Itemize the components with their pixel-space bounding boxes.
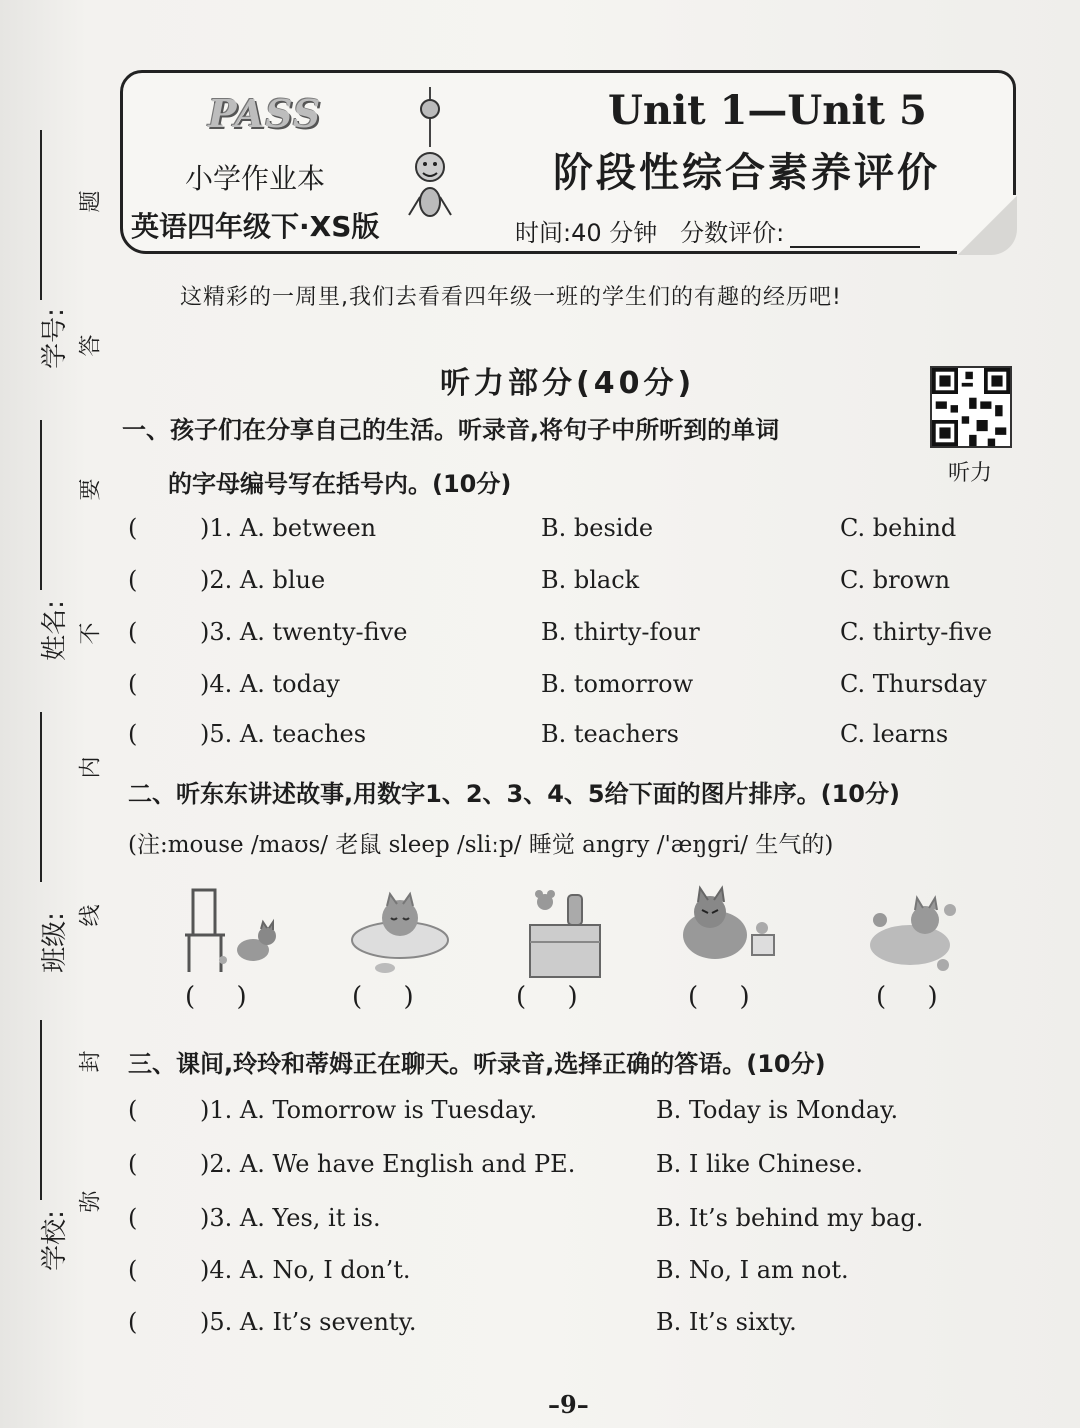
option-b: B. teachers (541, 720, 679, 748)
answer-paren[interactable]: ( (128, 670, 138, 698)
picture-order-paren[interactable]: ( ) (352, 982, 414, 1012)
option-b: B. No, I am not. (656, 1256, 849, 1284)
unit-title: Unit 1—Unit 5 (608, 87, 927, 134)
time-label: 时间:40 分钟 (515, 219, 658, 247)
option-b: B. beside (541, 514, 654, 542)
picture-order-paren[interactable]: ( ) (516, 982, 578, 1012)
pass-logo: PASS (208, 91, 322, 136)
answer-paren[interactable]: ( (128, 514, 138, 542)
picture-order-paren[interactable]: ( ) (688, 982, 750, 1012)
part1-title-line1: 一、孩子们在分享自己的生活。听录音,将句子中所听到的单词 (122, 416, 780, 444)
cat-sleeping-bed-picture-icon (345, 880, 455, 980)
part3-question (128, 1204, 1008, 1242)
binding-line (40, 1020, 42, 1200)
qr-label: 听力 (948, 461, 993, 486)
answer-paren[interactable]: ( (128, 1150, 138, 1178)
binding-char: 弥 (78, 1190, 104, 1213)
listening-section-title: 听力部分(40分) (440, 366, 696, 401)
binding-char: 线 (78, 904, 104, 927)
part3-question (128, 1308, 1008, 1346)
grade-edition: 英语四年级下·XS版 (131, 210, 380, 243)
score-label: 分数评价: (680, 219, 785, 247)
time-score-line (515, 213, 920, 248)
part3-question (128, 1256, 1008, 1294)
binding-label-class: 班级: (39, 912, 70, 973)
option-c: C. learns (840, 720, 949, 748)
binding-char: 答 (78, 334, 104, 357)
option-a: )5. A. teaches (200, 720, 367, 748)
binding-strip (0, 0, 120, 1428)
answer-paren[interactable]: ( (128, 720, 138, 748)
part3-title: 三、课间,玲玲和蒂姆正在聊天。听录音,选择正确的答语。(10分) (128, 1050, 826, 1078)
binding-char: 不 (78, 622, 104, 645)
part3-question (128, 1150, 1008, 1188)
cat-mice-playing-picture-icon (855, 880, 965, 980)
option-b: B. Today is Monday. (656, 1096, 899, 1124)
option-a: )2. A. blue (200, 566, 326, 594)
part3-question (128, 1096, 1008, 1134)
binding-line (40, 420, 42, 590)
option-a: )2. A. We have English and PE. (200, 1150, 576, 1178)
option-c: C. brown (840, 566, 951, 594)
part2-vocab-note: (注:mouse /maʊs/ 老鼠 sleep /sliːp/ 睡觉 angry /'æŋgri/ 生气的) (128, 832, 834, 858)
option-b: B. It’s sixty. (656, 1308, 797, 1336)
part1-question (128, 514, 1008, 552)
series-name: 小学作业本 (185, 162, 326, 195)
mouse-cupboard-picture-icon (510, 880, 620, 980)
part1-question (128, 566, 1008, 604)
binding-line (40, 130, 42, 300)
page-number: –9– (548, 1390, 589, 1419)
part1-question (128, 670, 1008, 708)
option-a: )4. A. No, I don’t. (200, 1256, 411, 1284)
option-a: )3. A. Yes, it is. (200, 1204, 381, 1232)
option-c: C. thirty-five (840, 618, 993, 646)
binding-char: 内 (78, 756, 104, 779)
option-a: )4. A. today (200, 670, 340, 698)
option-b: B. I like Chinese. (656, 1150, 864, 1178)
story-picture-row (165, 880, 995, 990)
intro-text: 这精彩的一周里,我们去看看四年级一班的学生们的有趣的经历吧! (180, 285, 842, 310)
binding-label-school: 学校: (39, 1210, 70, 1271)
binding-char: 题 (78, 190, 104, 213)
cat-chair-picture-icon (175, 880, 285, 980)
picture-order-paren[interactable]: ( ) (876, 982, 938, 1012)
main-title: 阶段性综合素养评价 (553, 150, 940, 196)
answer-paren[interactable]: ( (128, 1256, 138, 1284)
answer-paren[interactable]: ( (128, 566, 138, 594)
angry-cat-chasing-picture-icon (670, 880, 780, 980)
answer-paren[interactable]: ( (128, 1204, 138, 1232)
option-c: C. Thursday (840, 670, 987, 698)
option-b: B. It’s behind my bag. (656, 1204, 924, 1232)
part2-title: 二、听东东讲述故事,用数字1、2、3、4、5给下面的图片排序。(10分) (128, 780, 900, 808)
part1-title-line2: 的字母编号写在括号内。(10分) (168, 470, 512, 498)
monkey-mascot-icon (405, 87, 455, 237)
option-b: B. tomorrow (541, 670, 694, 698)
page-curl (957, 195, 1017, 255)
option-a: )3. A. twenty-five (200, 618, 408, 646)
part1-question (128, 618, 1008, 656)
answer-paren[interactable]: ( (128, 1096, 138, 1124)
option-b: B. black (541, 566, 640, 594)
option-c: C. behind (840, 514, 957, 542)
binding-char: 要 (78, 478, 104, 501)
option-a: )5. A. It’s seventy. (200, 1308, 417, 1336)
answer-paren[interactable]: ( (128, 1308, 138, 1336)
score-blank[interactable] (790, 228, 920, 248)
qr-code-icon[interactable] (930, 366, 1012, 448)
option-a: )1. A. between (200, 514, 377, 542)
option-b: B. thirty-four (541, 618, 700, 646)
binding-label-name: 姓名: (39, 600, 70, 661)
picture-order-paren[interactable]: ( ) (185, 982, 247, 1012)
binding-line (40, 712, 42, 882)
answer-paren[interactable]: ( (128, 618, 138, 646)
option-a: )1. A. Tomorrow is Tuesday. (200, 1096, 538, 1124)
binding-char: 封 (78, 1050, 104, 1073)
binding-label-student-id: 学号: (39, 308, 70, 369)
part1-question (128, 720, 1008, 758)
header-card (120, 70, 1016, 254)
